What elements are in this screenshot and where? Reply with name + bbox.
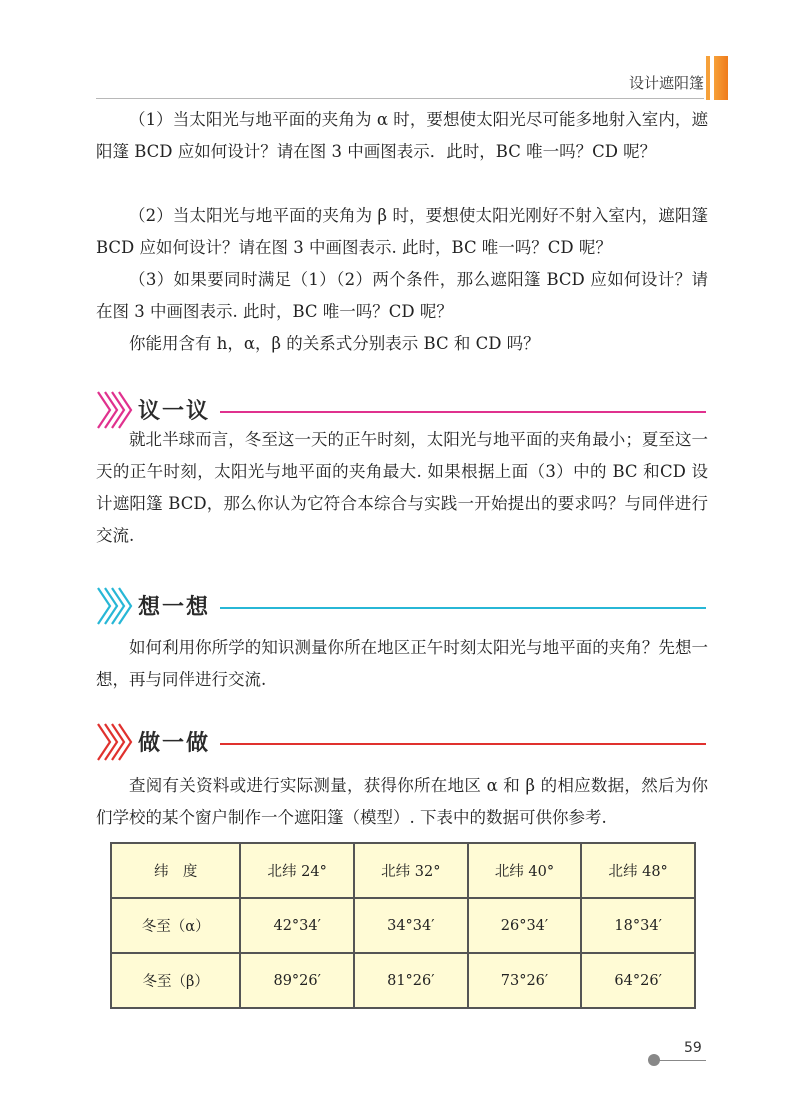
table-cell: 73°26′ [468,953,582,1008]
running-header-title: 设计遮阳篷 [628,74,704,92]
table-row [111,953,695,1008]
table-cell: 26°34′ [468,898,582,953]
table-header-cell: 北纬 48° [581,843,695,898]
table-header-cell: 北纬 40° [468,843,582,898]
table-cell: 81°26′ [354,953,468,1008]
table-row [111,898,695,953]
chevron-arrows-icon [96,720,136,764]
table-header-row [111,843,695,898]
section-do-text: 查阅有关资料或进行实际测量，获得你所在地区 α 和 β 的相应数据，然后为你们学校的某个窗户制作一个遮阳篷（模型）. 下表中的数据可供你参考. [96,776,708,827]
header-rule [96,98,704,99]
question-1: （1）当太阳光与地平面的夹角为 α 时，要想使太阳光尽可能多地射入室内，遮阳篷 BCD 应如何设计？请在图 3 中画图表示．此时，BC 唯一吗？CD 呢？ [96,110,708,161]
section-do-rule [220,743,706,745]
table-header-cell: 纬 度 [111,843,240,898]
section-do-title: 做一做 [138,731,211,756]
table-cell: 64°26′ [581,953,695,1008]
section-discuss-title: 议一议 [138,399,211,424]
section-think-title: 想一想 [138,595,211,620]
table-cell: 冬至（α） [111,898,240,953]
section-do-heading [96,720,706,764]
page-number: 59 [684,1040,702,1056]
section-think-rule [220,607,706,609]
table-cell: 34°34′ [354,898,468,953]
question-4: 你能用含有 h，α，β 的关系式分别表示 BC 和 CD 吗？ [129,334,540,353]
page-number-rule [658,1060,706,1061]
section-discuss-rule [220,411,706,413]
header-accent-thin [706,56,710,100]
question-3: （3）如果要同时满足（1）（2）两个条件，那么遮阳篷 BCD 应如何设计？请在图 3 中画图表示. 此时，BC 唯一吗？CD 呢？ [96,270,708,321]
question-2: （2）当太阳光与地平面的夹角为 β 时，要想使太阳光刚好不射入室内，遮阳篷 BCD 应如何设计？请在图 3 中画图表示. 此时，BC 唯一吗？CD 呢？ [96,206,708,257]
table-cell: 18°34′ [581,898,695,953]
table-cell: 42°34′ [240,898,354,953]
table-header-cell: 北纬 24° [240,843,354,898]
table-header-cell: 北纬 32° [354,843,468,898]
table-cell: 冬至（β） [111,953,240,1008]
section-think-text: 如何利用你所学的知识测量你所在地区正午时刻太阳光与地平面的夹角？先想一想，再与同伴进行交流. [96,638,708,689]
chevron-arrows-icon [96,584,136,628]
latitude-angle-table [110,842,696,1009]
header-accent-bar [714,56,728,100]
table-cell: 89°26′ [240,953,354,1008]
section-discuss-text: 就北半球而言，冬至这一天的正午时刻，太阳光与地平面的夹角最小；夏至这一天的正午时刻，太阳光与地平面的夹角最大. 如果根据上面（3）中的 BC 和CD 设计遮阳篷 BCD，那么你认为它符合本综合与实践一开始提出的要求吗？与同伴进行交流. [96,430,708,545]
section-think-heading [96,584,706,628]
